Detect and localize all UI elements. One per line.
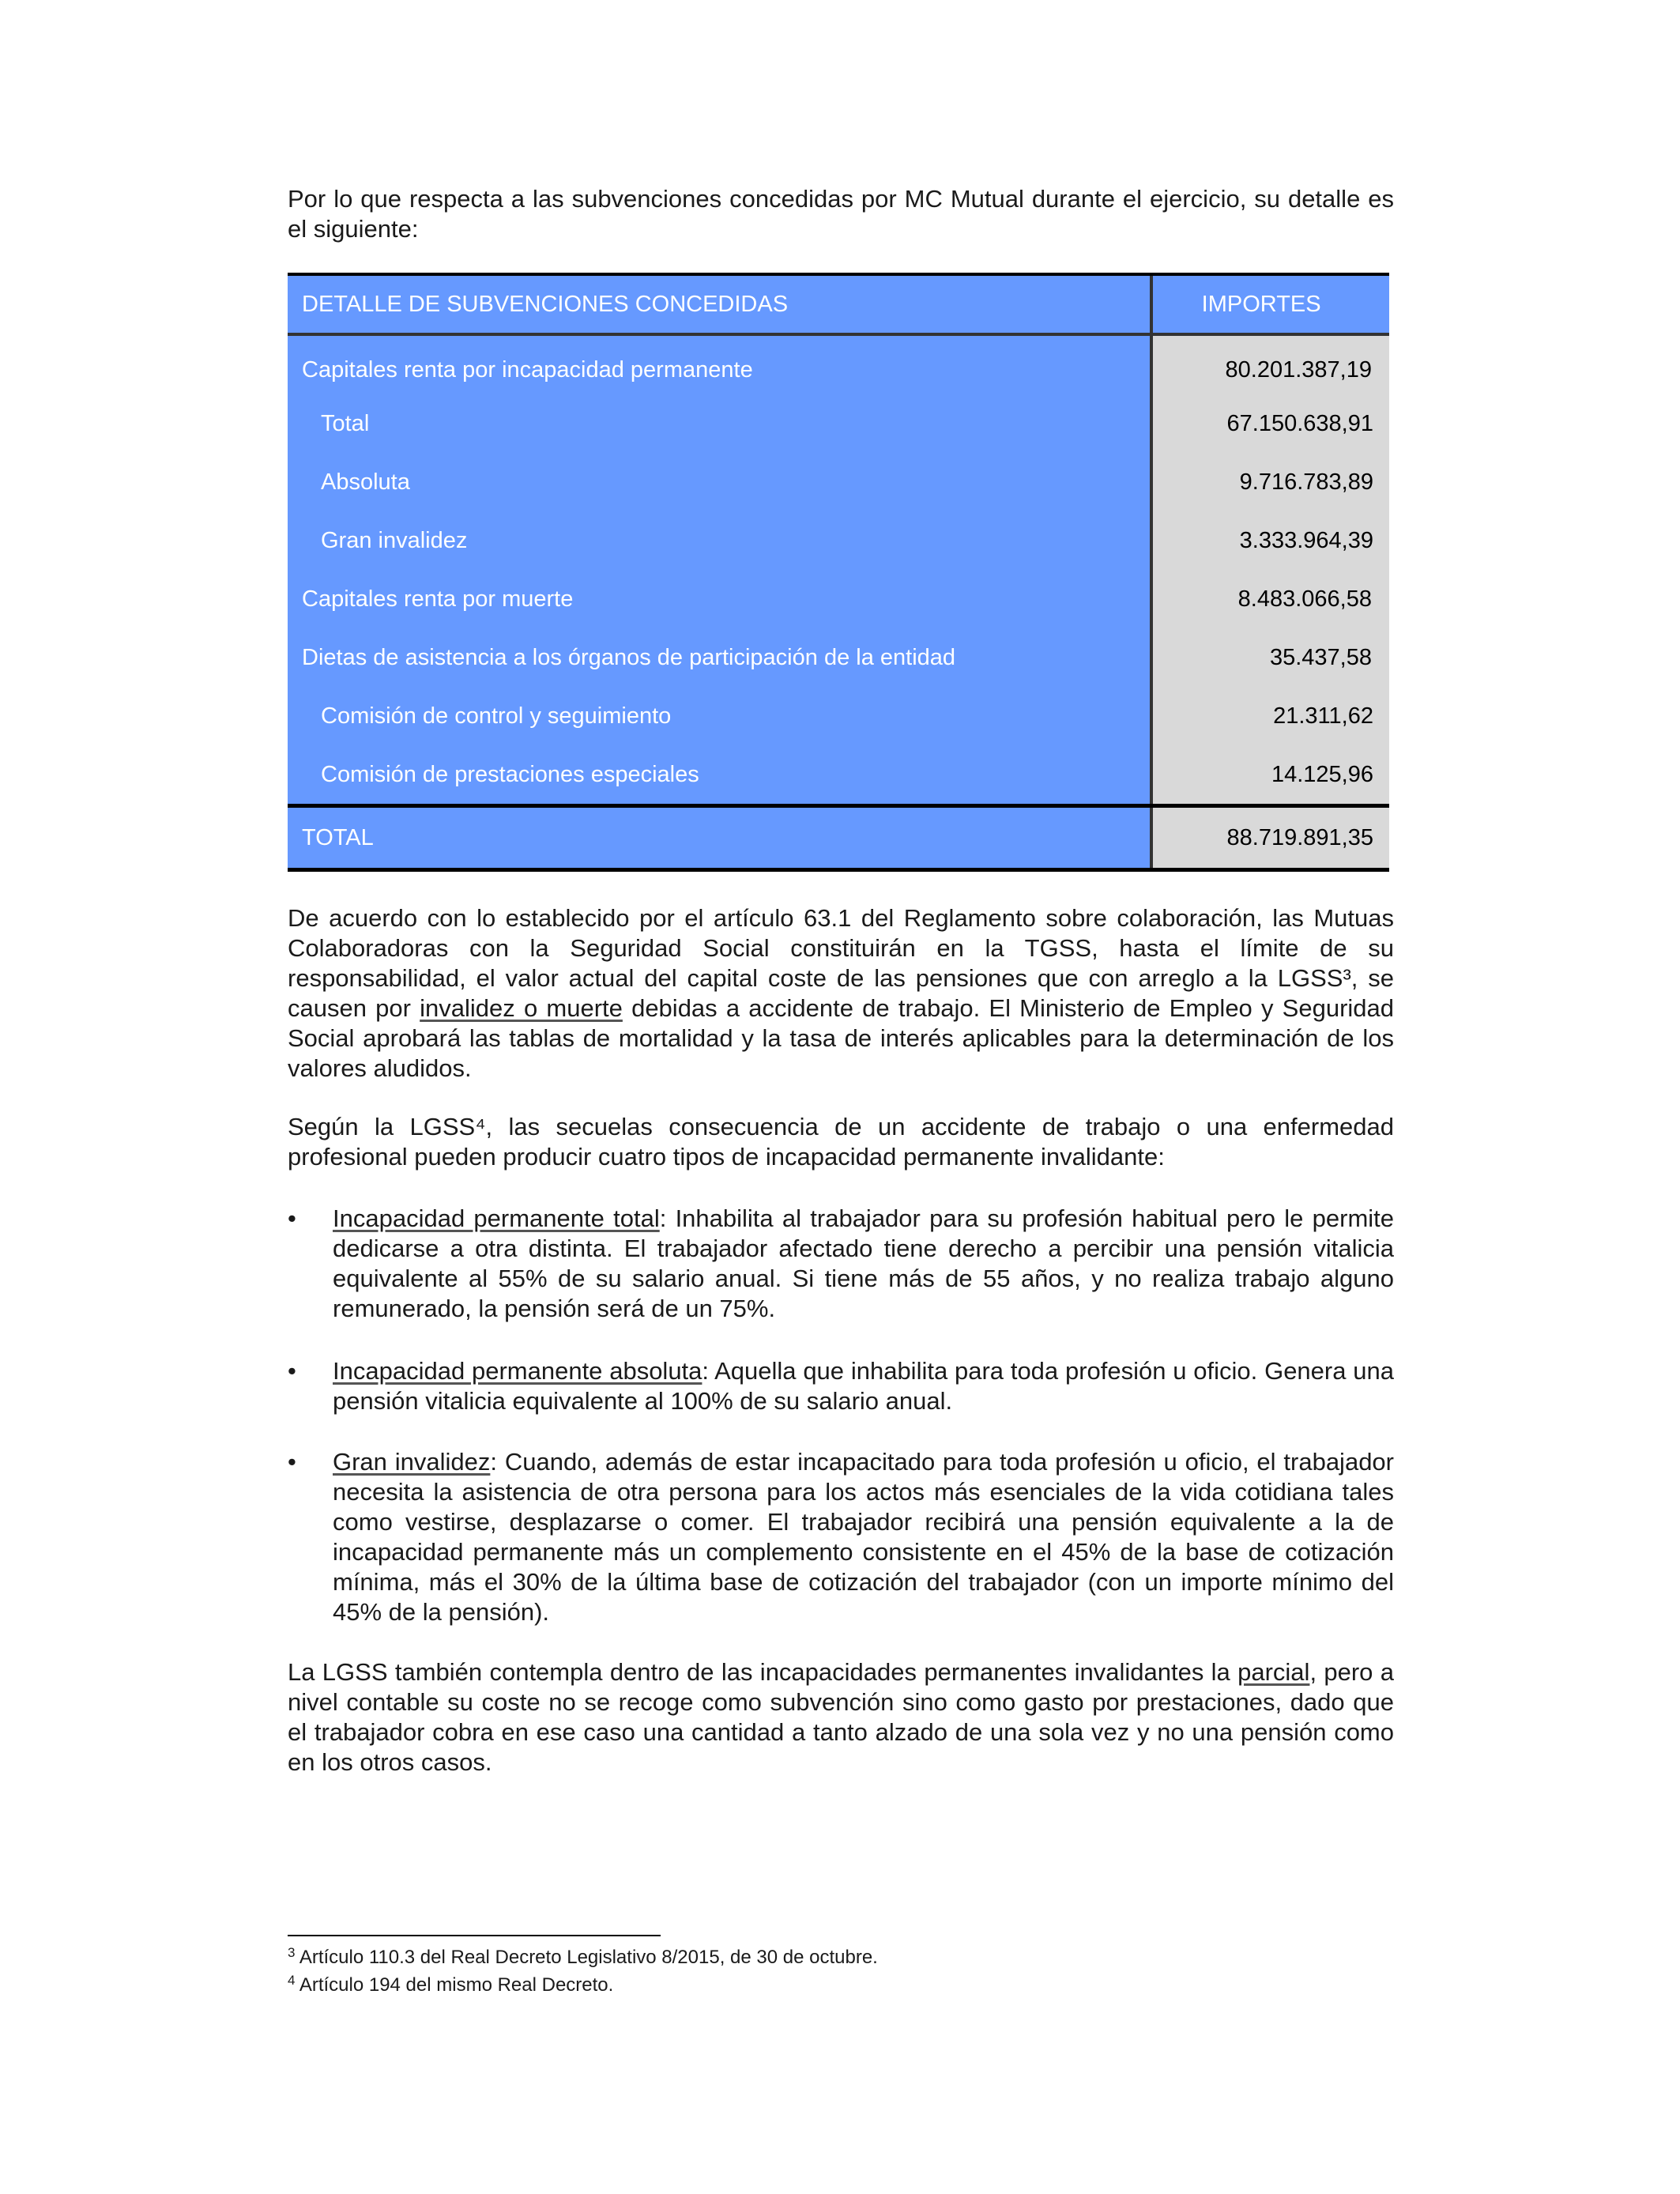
text-run: De acuerdo con lo establecido por el artículo 63.1 del Reglamento sobre colaboración, las Mutuas Colaboradoras con la Seguridad Social constituirán en la TGSS, hasta el límite de su responsabilidad, el valor actual del capital coste de las pensiones que con arreglo a la LGSS³, se causen por <box>288 904 1394 1022</box>
header-concept-cell <box>288 276 1150 336</box>
row-value-cell <box>1153 394 1389 453</box>
subsidies-table <box>288 273 1389 872</box>
total-value-cell <box>1153 808 1389 868</box>
text-run: debidas a accidente de trabajo. El Ministerio de Empleo y Seguridad Social aprobará las tablas de mortalidad y la tasa de interés aplicables para la determinación de los valores aludidos. <box>288 994 1395 1082</box>
row-value-cell <box>1153 687 1389 745</box>
footnote-text: Artículo 110.3 del Real Decreto Legislativo 8/2015, de 30 de octubre. <box>299 1947 878 1968</box>
row-value: 67.150.638,91 <box>1226 410 1373 436</box>
row-label-cell <box>288 687 1150 745</box>
total-label: TOTAL <box>302 824 374 850</box>
list-item-text <box>333 1356 1394 1416</box>
row-value-cell <box>1153 511 1389 570</box>
regulation-paragraph <box>288 903 1394 1084</box>
header-amount-cell <box>1153 276 1389 336</box>
row-value: 14.125,96 <box>1271 761 1373 787</box>
table-row <box>288 628 1389 687</box>
bullet-icon: • <box>288 1448 296 1476</box>
footnote <box>288 1947 878 1969</box>
underlined-term: parcial <box>1237 1658 1310 1686</box>
text-run: , pero a nivel contable su coste no se recoge como subvención sino como gasto por prestaciones, dado que el trabajador cobra en ese caso una cantidad a tanto alzado de una sola vez y no una pensión como en los otros casos. <box>288 1658 1394 1776</box>
row-value: 8.483.066,58 <box>1237 586 1372 612</box>
row-label-cell <box>288 745 1150 804</box>
table-row <box>288 687 1389 745</box>
row-label: Comisión de prestaciones especiales <box>321 761 699 787</box>
row-label: Dietas de asistencia a los órganos de participación de la entidad <box>302 644 956 670</box>
total-label-cell <box>288 808 1150 868</box>
row-value-cell <box>1153 628 1389 687</box>
row-label-cell <box>288 570 1150 628</box>
footnote-text: Artículo 194 del mismo Real Decreto. <box>299 1974 614 1996</box>
row-label-cell <box>288 511 1150 570</box>
row-label: Gran invalidez <box>321 527 468 553</box>
row-value-cell <box>1153 745 1389 804</box>
row-value-cell <box>1153 453 1389 511</box>
row-label-cell <box>288 394 1150 453</box>
table-row <box>288 394 1389 453</box>
row-value: 21.311,62 <box>1273 703 1373 729</box>
row-value: 3.333.964,39 <box>1239 527 1373 553</box>
row-value: 9.716.783,89 <box>1239 469 1373 495</box>
list-item-text <box>333 1447 1394 1627</box>
table-row <box>288 570 1389 628</box>
row-label-cell <box>288 453 1150 511</box>
partial-disability-paragraph <box>288 1657 1394 1777</box>
text-run: La LGSS también contempla dentro de las incapacidades permanentes invalidantes la <box>288 1658 1238 1686</box>
row-label: Total <box>321 410 370 436</box>
bullet-icon: • <box>288 1357 296 1385</box>
row-value: 35.437,58 <box>1269 644 1372 670</box>
text-run: : Aquella que inhabilita para toda profesión u oficio. Genera una pensión vitalicia equivalente al 100% de su salario anual. <box>333 1357 1394 1415</box>
row-label-cell <box>288 628 1150 687</box>
list-item-text <box>333 1204 1394 1324</box>
row-label: Absoluta <box>321 469 410 495</box>
underlined-term: Gran invalidez <box>333 1448 491 1476</box>
row-label: Capitales renta por incapacidad permanente <box>302 356 753 383</box>
header-amount: IMPORTES <box>1201 291 1321 317</box>
total-value: 88.719.891,35 <box>1226 824 1373 850</box>
footnote-separator <box>288 1935 661 1936</box>
row-value-cell <box>1153 336 1389 394</box>
table-row <box>288 745 1389 804</box>
bullet-icon: • <box>288 1204 296 1232</box>
row-label: Comisión de control y seguimiento <box>321 703 672 729</box>
footnote-number: 3 <box>288 1945 296 1960</box>
footnote-number: 4 <box>288 1973 296 1988</box>
row-label: Capitales renta por muerte <box>302 586 574 612</box>
footnote <box>288 1974 613 1996</box>
underlined-term: Incapacidad permanente absoluta <box>333 1357 703 1385</box>
row-label-cell <box>288 336 1150 394</box>
text-run: : Cuando, además de estar incapacitado para toda profesión u oficio, el trabajador necesita la asistencia de otra persona para los actos más esenciales de la vida cotidiana tales como vestirse, desplazarse o comer. El trabajador recibirá una pensión equivalente a la de incapacidad permanente más un complemento consistente en el 45% de la base de cotización mínima, más el 30% de la última base de cotización del trabajador (con un importe mínimo del 45% de la pensión). <box>333 1448 1394 1626</box>
table-header-row <box>288 276 1389 336</box>
table-row <box>288 453 1389 511</box>
table-total-row <box>288 804 1389 872</box>
header-concept: DETALLE DE SUBVENCIONES CONCEDIDAS <box>302 291 789 317</box>
underlined-term: Incapacidad permanente total <box>333 1204 660 1232</box>
text-run: : Inhabilita al trabajador para su profesión habitual pero le permite dedicarse a otra distinta. El trabajador afectado tiene derecho a percibir una pensión vitalicia equivalente al 55% de su salario anual. Si tiene más de 55 años, y no realiza trabajo alguno remunerado, la pensión será de un 75%. <box>333 1204 1395 1322</box>
row-value: 80.201.387,19 <box>1225 356 1372 383</box>
underlined-term: invalidez o muerte <box>420 994 623 1022</box>
table-row <box>288 511 1389 570</box>
table-row <box>288 336 1389 394</box>
lgss-paragraph: Según la LGSS⁴, las secuelas consecuencia de un accidente de trabajo o una enfermedad profesional pueden producir cuatro tipos de incapacidad permanente invalidante: <box>288 1113 1394 1171</box>
intro-paragraph: Por lo que respecta a las subvenciones concedidas por MC Mutual durante el ejercicio, su detalle es el siguiente: <box>288 185 1394 243</box>
row-value-cell <box>1153 570 1389 628</box>
